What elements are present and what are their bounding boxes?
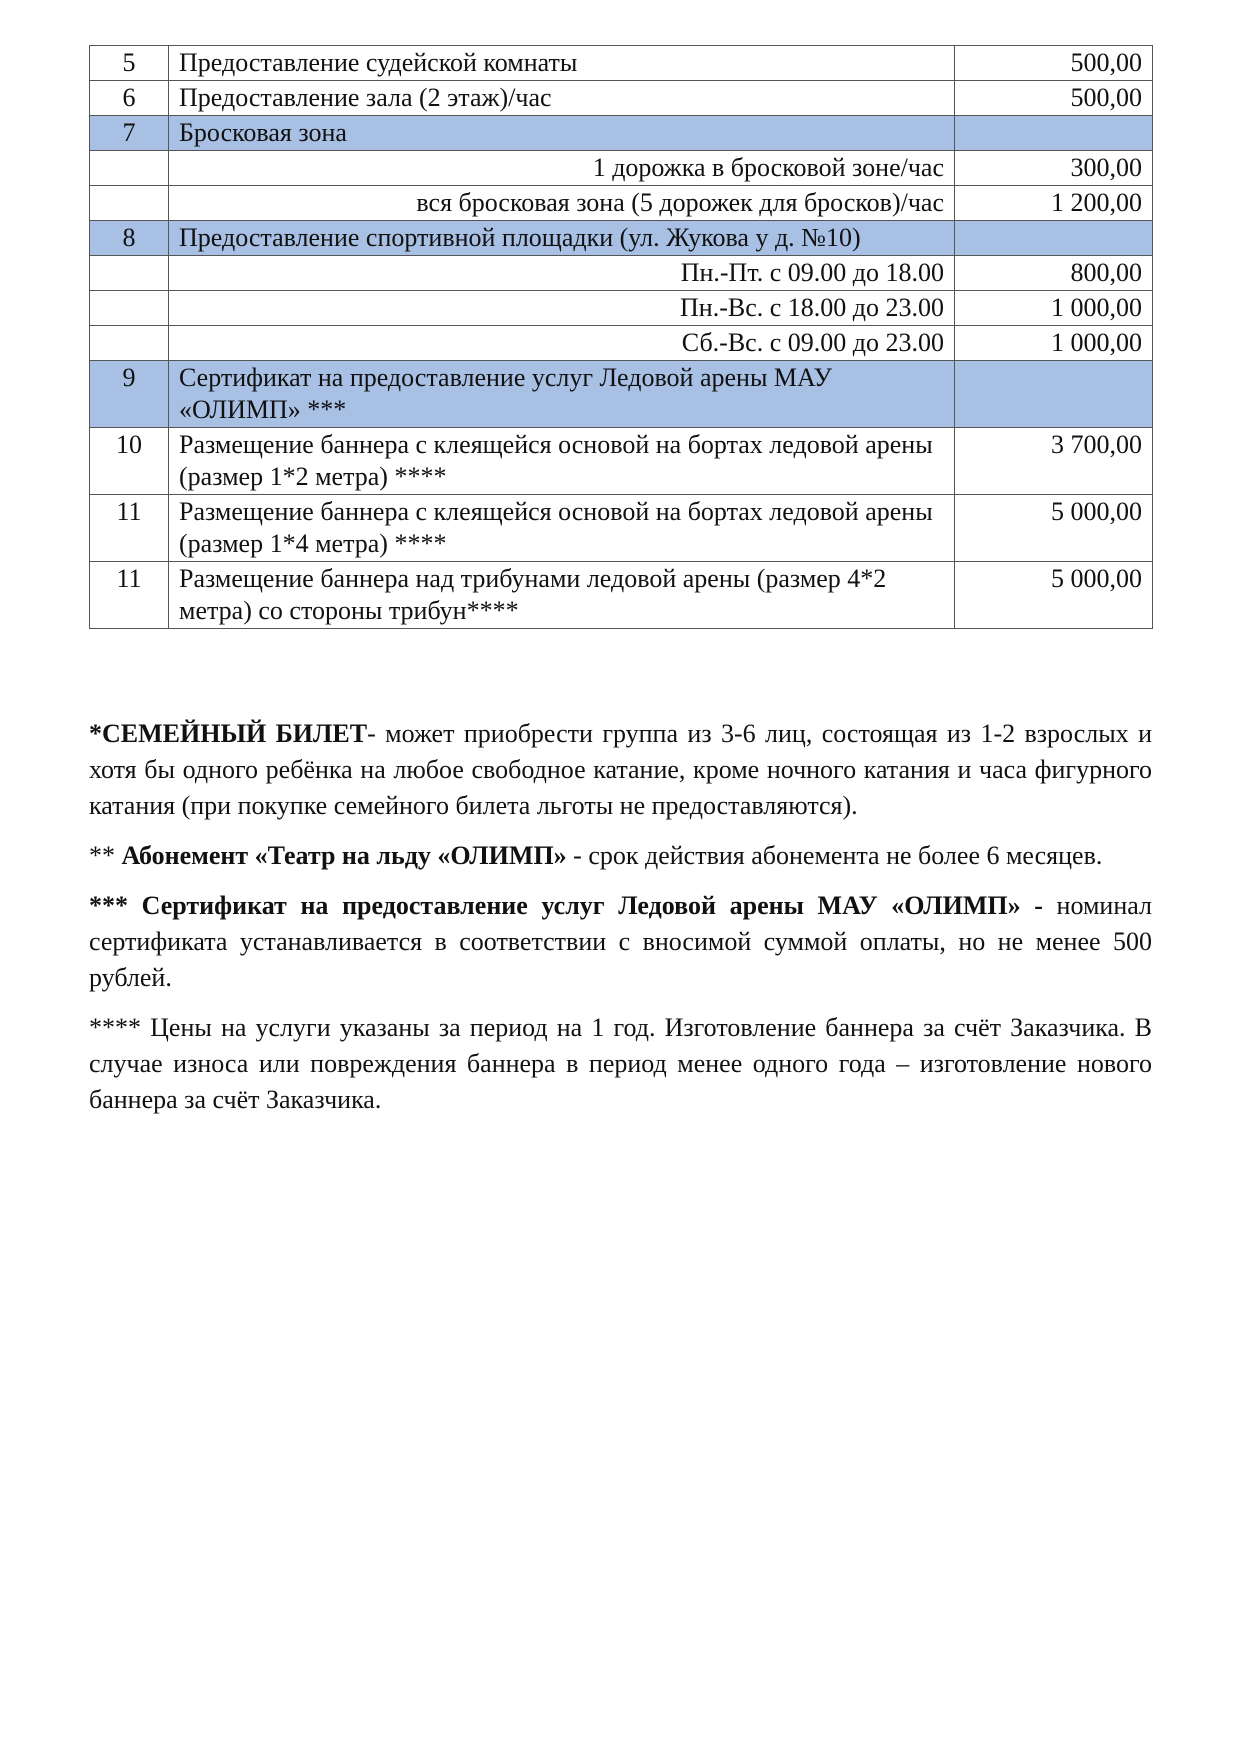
- service-price: 1 200,00: [955, 186, 1153, 221]
- section-name: Сертификат на предоставление услуг Ледовой арены МАУ «ОЛИМП» ***: [169, 361, 955, 428]
- service-price: 5 000,00: [955, 562, 1153, 629]
- table-row: [90, 151, 1153, 186]
- section-name: Бросковая зона: [169, 116, 955, 151]
- sub-service-name: вся бросковая зона (5 дорожек для бросков)/час: [169, 186, 955, 221]
- table-row: [90, 291, 1153, 326]
- row-number: 10: [90, 428, 169, 495]
- table-row: [90, 46, 1153, 81]
- footnote-certificate: [89, 888, 1152, 996]
- table-row: [90, 186, 1153, 221]
- row-number: [90, 256, 169, 291]
- price-table: [89, 45, 1153, 629]
- service-price: [955, 221, 1153, 256]
- row-number: [90, 326, 169, 361]
- table-row: [90, 428, 1153, 495]
- footnote-text: - срок действия абонемента не более 6 месяцев.: [566, 841, 1103, 870]
- service-price: 3 700,00: [955, 428, 1153, 495]
- row-number: 11: [90, 562, 169, 629]
- row-number: [90, 151, 169, 186]
- service-name: Размещение баннера с клеящейся основой на бортах ледовой арены (размер 1*2 метра) ****: [169, 428, 955, 495]
- table-row: [90, 81, 1153, 116]
- footnote-term: *** Сертификат на предоставление услуг Ледовой арены МАУ «ОЛИМП» -: [89, 891, 1043, 920]
- service-price: 300,00: [955, 151, 1153, 186]
- row-number: 11: [90, 495, 169, 562]
- row-number: 9: [90, 361, 169, 428]
- table-row-section: [90, 361, 1153, 428]
- row-number: [90, 186, 169, 221]
- footnote-text: - может приобрести группа из 3-6 лиц, состоящая из 1-2 взрослых и хотя бы одного ребёнка на любое свободное катание, кроме ночного катания и часа фигурного катания (при покупке семейного билета льготы не предоставляются).: [89, 719, 1152, 820]
- service-name: Размещение баннера над трибунами ледовой арены (размер 4*2 метра) со стороны трибун****: [169, 562, 955, 629]
- footnote-text: **** Цены на услуги указаны за период на 1 год. Изготовление баннера за счёт Заказчика. В случае износа или повреждения баннера в период менее одного года – изготовление нового баннера за счёт Заказчика.: [89, 1013, 1152, 1114]
- service-price: 800,00: [955, 256, 1153, 291]
- row-number: 5: [90, 46, 169, 81]
- table-row-section: [90, 116, 1153, 151]
- footnote-banner-prices: [89, 1010, 1152, 1118]
- service-price: 500,00: [955, 81, 1153, 116]
- service-price: 1 000,00: [955, 326, 1153, 361]
- table-row: [90, 326, 1153, 361]
- row-number: 6: [90, 81, 169, 116]
- sub-service-name: Пн.-Пт. с 09.00 до 18.00: [169, 256, 955, 291]
- table-row: [90, 495, 1153, 562]
- row-number: [90, 291, 169, 326]
- service-name: Размещение баннера с клеящейся основой на бортах ледовой арены (размер 1*4 метра) ****: [169, 495, 955, 562]
- section-name: Предоставление спортивной площадки (ул. Жукова у д. №10): [169, 221, 955, 256]
- footnote-marker: **: [89, 841, 122, 870]
- table-row: [90, 562, 1153, 629]
- footnote-subscription: [89, 838, 1152, 874]
- footnote-term: Абонемент «Театр на льду «ОЛИМП»: [121, 841, 567, 870]
- table-row: [90, 256, 1153, 291]
- footnote-family-ticket: [89, 716, 1152, 824]
- sub-service-name: 1 дорожка в бросковой зоне/час: [169, 151, 955, 186]
- table-row-section: [90, 221, 1153, 256]
- footnote-text: номинал сертификата устанавливается в соответствии с вносимой суммой оплаты, но не менее 500 рублей.: [89, 891, 1152, 992]
- footnote-term: *СЕМЕЙНЫЙ БИЛЕТ: [89, 719, 368, 748]
- row-number: 7: [90, 116, 169, 151]
- row-number: 8: [90, 221, 169, 256]
- sub-service-name: Сб.-Вс. с 09.00 до 23.00: [169, 326, 955, 361]
- service-price: 5 000,00: [955, 495, 1153, 562]
- service-name: Предоставление судейской комнаты: [169, 46, 955, 81]
- service-price: [955, 361, 1153, 428]
- footnotes: [89, 716, 1152, 1132]
- service-name: Предоставление зала (2 этаж)/час: [169, 81, 955, 116]
- service-price: 500,00: [955, 46, 1153, 81]
- service-price: [955, 116, 1153, 151]
- sub-service-name: Пн.-Вс. с 18.00 до 23.00: [169, 291, 955, 326]
- service-price: 1 000,00: [955, 291, 1153, 326]
